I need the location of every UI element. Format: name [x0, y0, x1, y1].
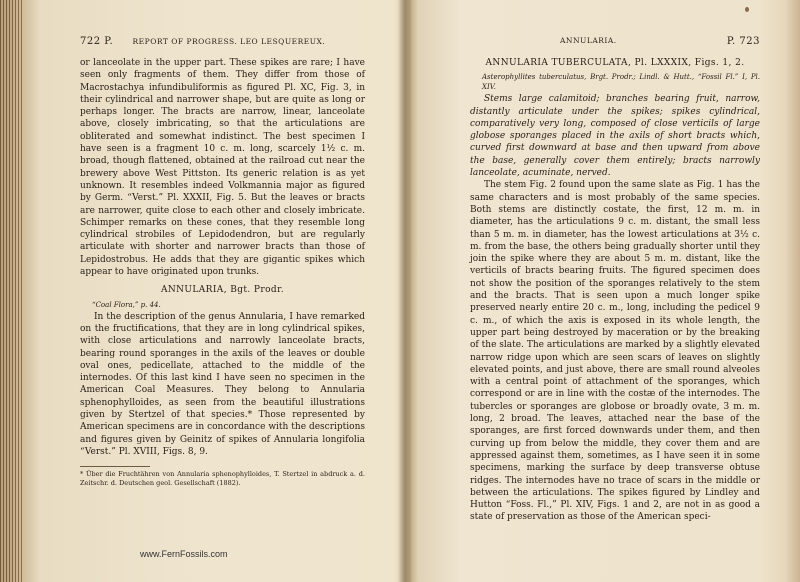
left-page [80, 0, 385, 582]
footnote-rule [80, 466, 150, 467]
right-page [470, 0, 760, 582]
page-edges [0, 0, 22, 582]
footnote: * Über die Fruchtähren von Annularia sphenophylloides, T. Stertzel in abdruck a. d. Zeitschr. d. Deutschen geol. Gesellschaft (1882). [80, 470, 365, 488]
left-running-head: REPORT OF PROGRESS. LEO LESQUEREUX. [132, 37, 326, 46]
left-paragraph-2: In the description of the genus Annularia, I have remarked on the fructifications, that they are in long cylindrical spikes, with close articulations and narrowly lanceolate bracts, bearing round sporanges in the axils of the leaves or double oval ones, pedicellate, attached to the middle of the internodes. Of this last kind I have seen no specimen in the American Coal Measures. They belong to Annularia sphenophylloides, as seen from the beautiful illustrations given by Stertzel of that species.* Those represented by American specimens are in concordance with the descriptions and figures given by Geinitz of spikes of Annularia longifolia “Verst.” Pl. XVIII, Figs. 8, 9. [80, 311, 365, 457]
right-page-header [470, 36, 760, 47]
species-heading: ANNULARIA TUBERCULATA, Pl. LXXXIX, Figs. 1, 2. [485, 58, 745, 68]
right-page-body [470, 57, 760, 524]
left-page-number: 722 P. [80, 36, 114, 47]
watermark-url: www.FernFossils.com [140, 549, 228, 559]
right-page-number: P. 723 [726, 36, 760, 47]
species-diagnosis: Stems large calamitoid; branches bearing fruit, narrow, distantly articulate under the spikes; spikes cylindrical, comparatively very long, composed of close verticils of large globose sporanges placed in the axils of short bracts which, curved first downward at base and then upward from above the base, generally cover them entirely; bracts narrowly lanceolate, acuminate, nerved. [470, 94, 760, 179]
left-paragraph-1: or lanceolate in the upper part. These spikes are rare; I have seen only fragments of them. They differ from those of Macrostachya infundibuliformis as figured Pl. XC, Fig. 3, in their cylindrical and narrower shape, but are quite as long or perhaps longer. The bracts are narrow, linear, lanceolate above, closely imbricating, so that the articulations are obliterated and somewhat indistinct. The best specimen I have seen is a fragment 10 c. m. long, scarcely 1½ c. m. broad, though flattened, obtained at the railroad cut near the brewery above West Pittston. Its generic relation is as yet unknown. It resembles indeed Volkmannia major as figured by Germ. “Verst.” Pl. XXXII, Fig. 5. But the leaves or bracts are narrower, quite close to each other and closely imbricate. Schimper remarks on these cones, that they resemble long cylindrical strobiles of Lepidodendron, but are regularly articulate with shorter and narrower bracts than those of Lepidostrobus. He adds that they are gigantic spikes which appear to have originated upon trunks. [80, 58, 365, 278]
right-running-head: ANNULARIA. [560, 36, 617, 45]
right-paragraph: The stem Fig. 2 found upon the same slate as Fig. 1 has the same characters and is most probably of the same species. Both stems are distinctly costate, the first, 12 m. m. in diameter, has the articulations 9 c. m. distant, the small less than 5 m. m. in diameter, has the lowest articulations at 3½ c. m. from the base, the others being gradually shorter until they join the spike where they are about 5 m. m. distant, like the verticils of bracts bearing fruits. The figured specimen does not show the position of the sporanges relatively to the stem and the bracts. That is seen upon a much longer spike preserved nearly entire 20 c. m., long, including the pedicel 9 c. m., of which the axis is exposed in its whole length, the upper part being destroyed by maceration or by the breaking of the slate. The articulations are marked by a slightly elevated narrow ridge upon which are seen scars of leaves on slightly elevated points, and just above, there are small round alveoles with a central point of attachment of the sporanges, which correspond or are in line with the costæ of the internodes. The tubercles or sporanges are globose or broadly ovate, 3 m. m. long, 2 broad. The leaves, attached near the base of the sporanges, are first forced downwards under them, and then curving up from below the middle, they cover them and are appressed against them, sometimes, as I have seen it in some specimens, marking the surface by deep transverse obtuse ridges. The internodes have no trace of scars in the middle or between the articulations. The spikes figured by Lindley and Hutton “Foss. Fl.,” Pl. XIV, Figs. 1 and 2, are not in as good a state of preservation as those of the American speci- [470, 180, 760, 523]
section-heading-annularia: ANNULARIA, Bgt. Prodr. [160, 285, 285, 296]
left-page-header [80, 36, 385, 47]
species-synonymy: Asterophyllites tuberculatus, Brgt. Prodr.; Lindl. & Hutt., “Fossil Fl.” I, Pl. XIV. [482, 73, 760, 92]
synonymy-citation: “Coal Flora,” p. 44. [92, 300, 161, 309]
left-page-body [80, 57, 365, 488]
book-gutter [398, 0, 412, 582]
